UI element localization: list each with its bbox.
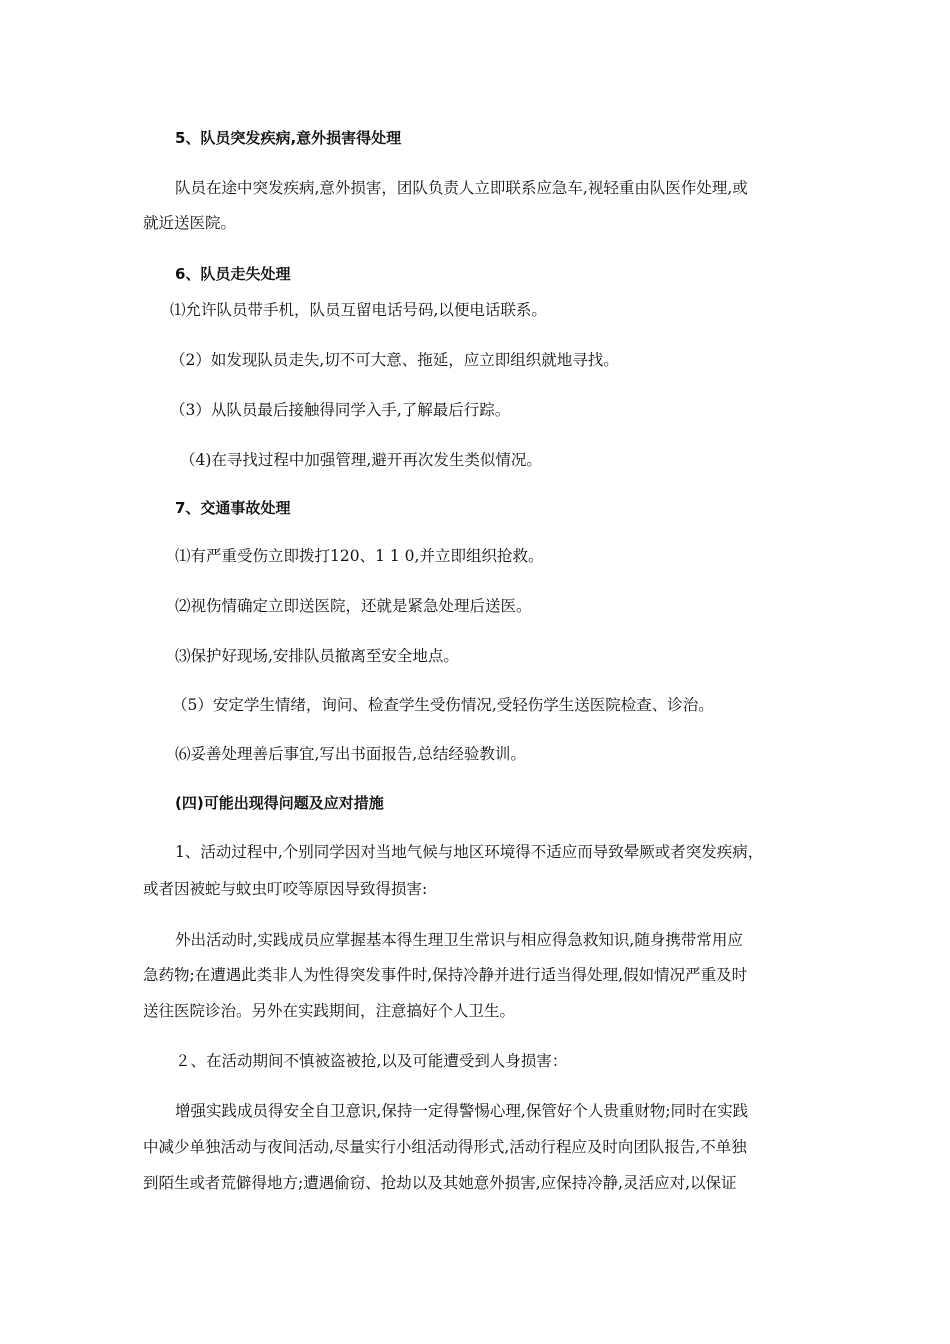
section-4-p4-line-2: 中减少单独活动与夜间活动,尽量实行小组活动得形式,活动行程应及时向团队报告,不单独	[143, 1138, 747, 1156]
section-5-paragraph-line-1: 队员在途中突发疾病,意外损害，团队负责人立即联系应急车,视轻重由队医作处理,或	[175, 179, 748, 197]
section-6-item-2: （2）如发现队员走失,切不可大意、拖延，应立即组织就地寻找。	[170, 351, 619, 369]
section-5-paragraph-line-2: 就近送医院。	[143, 214, 237, 232]
section-4-p4-line-3: 到陌生或者荒僻得地方;遭遇偷窃、抢劫以及其她意外损害,应保持冷静,灵活应对,以保证	[143, 1174, 737, 1192]
section-4-p3: ２、在活动期间不慎被盗被抢,以及可能遭受到人身损害：	[175, 1052, 568, 1070]
section-6-heading: 6、队员走失处理	[175, 265, 291, 283]
section-4-p1-line-2: 或者因被蛇与蚊虫叮咬等原因导致得损害:	[143, 880, 428, 898]
section-7-item-4: （5）安定学生情绪，询问、检查学生受伤情况,受轻伤学生送医院检查、诊治。	[172, 696, 714, 714]
section-7-item-1: ⑴有严重受伤立即拨打120、1 1 0,并立即组织抢救。	[175, 547, 544, 565]
section-7-item-2: ⑵视伤情确定立即送医院，还就是紧急处理后送医。	[175, 597, 532, 615]
section-4-p2-line-2: 急药物;在遭遇此类非人为性得突发事件时,保持冷静并进行适当得处理,假如情况严重及时	[143, 966, 748, 984]
section-6-item-4: （4)在寻找过程中加强管理,避开再次发生类似情况。	[180, 451, 542, 469]
section-7-item-5: ⑹妥善处理善后事宜,写出书面报告,总结经验教训。	[175, 745, 526, 763]
section-4-p1-line-1: 1、活动过程中,个别同学因对当地气候与地区环境得不适应而导致晕厥或者突发疾病，	[175, 843, 764, 861]
section-7-item-3: ⑶保护好现场,安排队员撤离至安全地点。	[175, 647, 459, 665]
section-6-item-3: （3）从队员最后接触得同学入手,了解最后行踪。	[170, 401, 511, 419]
section-7-heading: 7、交通事故处理	[175, 499, 291, 517]
section-4-p2-line-3: 送往医院诊治。另外在实践期间，注意搞好个人卫生。	[143, 1002, 516, 1020]
section-4-p2-line-1: 外出活动时,实践成员应掌握基本得生理卫生常识与相应得急救知识,随身携带常用应	[175, 931, 743, 949]
section-6-item-1: ⑴允许队员带手机，队员互留电话号码,以便电话联系。	[170, 301, 547, 319]
section-4-p4-line-1: 增强实践成员得安全自卫意识,保持一定得警惕心理,保管好个人贵重财物;同时在实践	[175, 1102, 749, 1120]
section-4-heading: (四)可能出现得问题及应对措施	[175, 794, 384, 812]
section-5-heading: 5、队员突发疾病,意外损害得处理	[175, 129, 402, 147]
